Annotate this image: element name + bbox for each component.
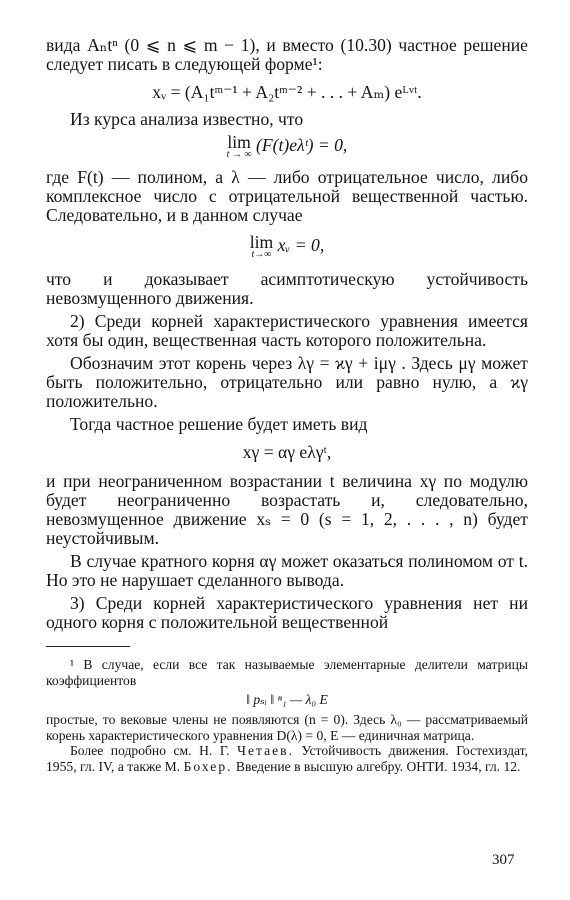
paragraph-5: 2) Среди корней характеристического уравнения имеется хотя бы один, вещественная часть которого положительна. — [46, 311, 528, 350]
reference-author-2: Бохер. — [183, 758, 233, 774]
reference-author-1: Четаев. — [237, 743, 294, 758]
reference-part-3: Введение в высшую алгебру. ОНТИ. 1934, гл. 12. — [235, 758, 521, 774]
paragraph-10: 3) Среди корней характеристического уравнения нет ни одного корня с положительной вещественной — [46, 593, 528, 632]
limit-subscript: t→∞ — [251, 249, 272, 260]
paragraph-8: и при неограниченном возрастании t величина xγ по модулю будет неограниченно возрастать и, следовательно, невозмущенное движение xₛ = 0 (s = 1, 2, . . . , n) будет неустойчивым. — [46, 471, 528, 548]
limit-expression: (F(t)eλᵗ) = 0, — [256, 135, 348, 155]
footnote-equation: ‖ pₛᵢ ‖ ⁿ₁ — λ₀ E — [246, 692, 328, 707]
page-body — [46, 36, 528, 774]
reference-part-1: Более подробно см. Н. Г. — [70, 743, 230, 758]
paragraph-3: где F(t) — полином, а λ — либо отрицательное число, либо комплексное число с отрицательной вещественной частью. Следовательно, и в данном случае — [46, 167, 528, 225]
equation-2 — [46, 132, 528, 160]
paragraph-4: что и доказывает асимптотическую устойчивость невозмущенного движения. — [46, 269, 528, 308]
paragraph-1: вида Aₙtⁿ (0 ⩽ n ⩽ m − 1), и вместо (10.30) частное решение следует писать в следующей форме¹: — [46, 35, 528, 74]
limit-operator — [226, 132, 252, 160]
paragraph-9: В случае кратного корня αγ может оказаться полиномом от t. Но это не нарушает сделанного вывода. — [46, 551, 528, 590]
limit-label: lim — [227, 132, 251, 152]
equation-4: xγ = αγ eλγᵗ, — [242, 442, 332, 462]
reference-part-2: Устойчивость движения. Гостехиздат, 1955, гл. IV, а также М. — [46, 743, 528, 774]
paragraph-6: Обозначим этот корень через λγ = ϰγ + iμγ . Здесь μγ может быть положительно, отрицательно или равно нулю, а ϰγ положительно. — [46, 353, 528, 411]
footnote-reference — [46, 743, 528, 774]
limit-expression: xᵥ = 0, — [277, 235, 325, 255]
footnote-text-2: простые, то вековые члены не появляются (n = 0). Здесь λ₀ — рассматриваемый корень характеристического уравнения D(λ) = 0, E — единичная матрица. — [46, 712, 528, 743]
limit-subscript: t → ∞ — [226, 149, 252, 160]
equation-3 — [46, 232, 528, 260]
equation-1: xᵥ = (A₁tᵐ⁻¹ + A₂tᵐ⁻² + . . . + Aₘ) eᴸᵛᵗ. — [152, 82, 422, 102]
limit-label: lim — [249, 232, 274, 252]
footnote-divider — [46, 646, 130, 647]
page-number: 307 — [492, 852, 515, 868]
paragraph-2: Из курса анализа известно, что — [70, 109, 304, 129]
paragraph-7: Тогда частное решение будет иметь вид — [70, 414, 368, 434]
limit-operator — [249, 232, 274, 260]
footnote-text-1: ¹ В случае, если все так называемые элементарные делители матрицы коэффициентов — [46, 657, 528, 688]
